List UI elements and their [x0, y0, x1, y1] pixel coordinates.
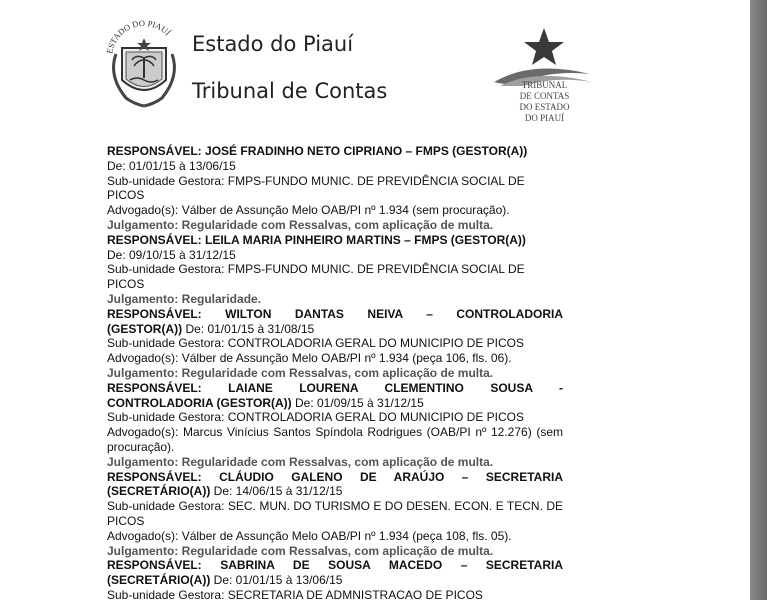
- period-text: De: 01/01/15 à 13/06/15: [213, 573, 343, 588]
- period-text: De: 09/10/15 à 31/12/15: [107, 247, 236, 262]
- tce-logo-line-1: TRIBUNAL: [521, 80, 568, 90]
- sub-unit-text: Sub-unidade Gestora: CONTROLADORIA GERAL DO MUNICIPIO DE PICOS: [107, 410, 525, 425]
- judgment-text: Julgamento: Regularidade com Ressalvas, com aplicação de multa.: [107, 217, 494, 232]
- period-text: De: 01/09/15 à 31/12/15: [295, 395, 424, 410]
- lawyer-text: Advogado(s): Válber de Assunção Melo OAB/PI nº 1.934 (sem procuração).: [107, 203, 510, 218]
- judgment-text: Julgamento: Regularidade.: [107, 291, 262, 306]
- responsible-period-line: [107, 573, 563, 588]
- court-name: Tribunal de Contas: [192, 79, 388, 103]
- responsible-period-line: [107, 396, 563, 411]
- responsible-role: (SECRETÁRIO(A)): [107, 484, 211, 499]
- tce-logo-line-4: DO PIAUÍ: [524, 113, 565, 123]
- state-name: Estado do Piauí: [192, 32, 354, 56]
- sub-unit-text: Sub-unidade Gestora: FMPS-FUNDO MUNIC. DE PREVIDÊNCIA SOCIAL DE PICOS: [107, 262, 525, 292]
- judgment-text: Julgamento: Regularidade com Ressalvas, com aplicação de multa.: [107, 543, 494, 558]
- responsible-role: (SECRETÁRIO(A)): [107, 573, 211, 588]
- state-crest-icon: [104, 18, 184, 110]
- responsible-name: RESPONSÁVEL: LEILA MARIA PINHEIRO MARTINS – FMPS (GESTOR(A)): [107, 232, 526, 247]
- document-body: [107, 144, 563, 600]
- responsible-name: RESPONSÁVEL: LAIANE LOURENA CLEMENTINO SOUSA -: [107, 380, 563, 395]
- responsible-name: RESPONSÁVEL: WILTON DANTAS NEIVA – CONTROLADORIA: [107, 306, 563, 321]
- period-text: De: 14/06/15 à 31/12/15: [213, 484, 343, 499]
- responsible-period-line: [107, 322, 563, 337]
- sub-unit-text: Sub-unidade Gestora: SECRETARIA DE ADMNISTRACAO DE PICOS: [107, 587, 483, 600]
- period-text: De: 01/01/15 à 31/08/15: [185, 321, 315, 336]
- sub-unit-text: Sub-unidade Gestora: SEC. MUN. DO TURISMO E DO DESEN. ECON. E TECN. DE PICOS: [107, 499, 563, 528]
- responsible-name: RESPONSÁVEL: CLÁUDIO GALENO DE ARAÚJO – SECRETARIA: [107, 469, 563, 484]
- crest-text: ESTADO DO PIAUÍ: [104, 18, 173, 55]
- period-text: De: 01/01/15 à 13/06/15: [107, 158, 236, 173]
- responsible-role: (GESTOR(A)): [107, 321, 183, 336]
- responsible-name: RESPONSÁVEL: JOSÉ FRADINHO NETO CIPRIANO – FMPS (GESTOR(A)): [107, 144, 528, 158]
- tce-logo-line-3: DO ESTADO: [519, 102, 570, 112]
- sub-unit-text: Sub-unidade Gestora: CONTROLADORIA GERAL DO MUNICIPIO DE PICOS: [107, 336, 525, 351]
- judgment-text: Julgamento: Regularidade com Ressalvas, com aplicação de multa.: [107, 365, 494, 380]
- responsible-period-line: [107, 484, 563, 499]
- viewer-background: [750, 0, 767, 600]
- tce-logo-line-2: DE CONTAS: [519, 91, 570, 101]
- document-header: [0, 0, 750, 135]
- lawyer-text: Advogado(s): Válber de Assunção Melo OAB/PI nº 1.934 (peça 106, fls. 06).: [107, 351, 512, 366]
- lawyer-text: Advogado(s): Marcus Vinícius Santos Spíndola Rodrigues (OAB/PI nº 12.276) (sem procuração).: [107, 425, 563, 454]
- lawyer-text: Advogado(s): Válber de Assunção Melo OAB/PI nº 1.934 (peça 108, fls. 05).: [107, 528, 512, 543]
- responsible-role: CONTROLADORIA (GESTOR(A)): [107, 395, 292, 410]
- judgment-text: Julgamento: Regularidade com Ressalvas, com aplicação de multa.: [107, 454, 494, 469]
- sub-unit-text: Sub-unidade Gestora: FMPS-FUNDO MUNIC. DE PREVIDÊNCIA SOCIAL DE PICOS: [107, 173, 525, 203]
- responsible-name: RESPONSÁVEL: SABRINA DE SOUSA MACEDO – SECRETARIA: [107, 558, 563, 573]
